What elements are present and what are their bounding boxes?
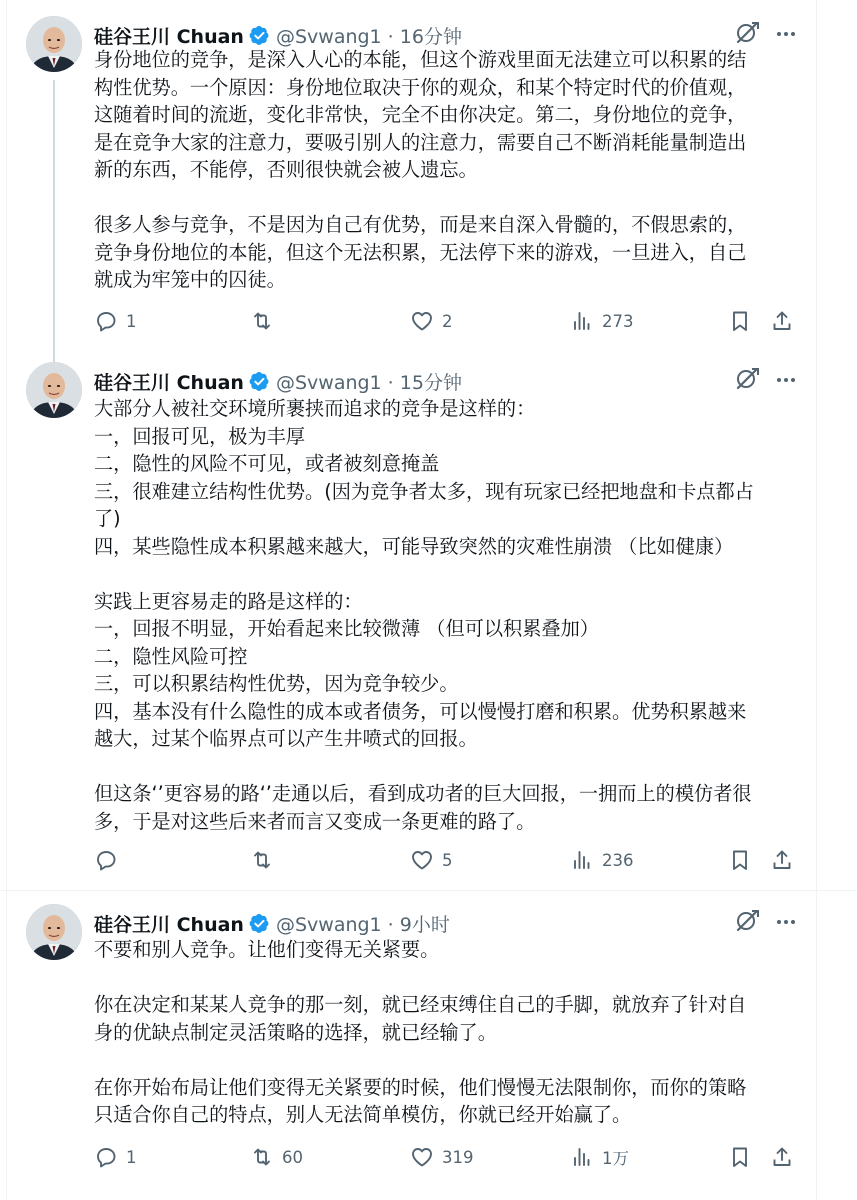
more-icon[interactable]	[772, 368, 800, 392]
bookmark-button[interactable]	[728, 845, 752, 875]
tweet-paragraph: 身份地位的竞争，是深入人心的本能，但这个游戏里面无法建立可以积累的结 构性优势。一个原因：身份地位取决于你的观众，和某个特定时代的价值观， 这随着时间的流逝，变化非常快，完全不由你决定。第二，身份地位的竞争， 是在竞争大家的注意力，要吸引别人的注意力，需要自己不断消耗能量制造出 新的东西，不能停，否则很快就会被人遗忘。	[94, 48, 747, 181]
retweet-button[interactable]	[250, 306, 282, 336]
bookmark-button[interactable]	[728, 1142, 752, 1172]
tweet-2[interactable]	[0, 362, 857, 882]
handle-and-time[interactable]: @Svwang1 · 16分钟	[275, 25, 462, 48]
tweet-text	[94, 395, 808, 835]
like-count: 5	[442, 850, 453, 870]
tweet-paragraph: 但这条‘’更容易的路‘’走通以后，看到成功者的巨大回报，一拥而上的模仿者很 多，于是对这些后来者而言又变成一条更难的路了。	[94, 782, 752, 833]
share-button[interactable]	[770, 1142, 794, 1172]
author-name[interactable]: 硅谷王川 Chuan	[94, 25, 244, 48]
reply-button[interactable]	[94, 1142, 137, 1172]
like-count: 319	[442, 1147, 474, 1167]
reply-icon	[94, 848, 118, 872]
grok-icon[interactable]	[734, 20, 760, 46]
handle-and-time[interactable]: @Svwang1 · 9小时	[275, 913, 450, 936]
action-bar	[94, 1142, 808, 1172]
like-icon	[410, 309, 434, 333]
tweet-1[interactable]	[0, 16, 857, 356]
tweet-header	[94, 906, 450, 940]
like-button[interactable]	[410, 306, 453, 336]
author-name[interactable]: 硅谷王川 Chuan	[94, 371, 244, 394]
like-icon	[410, 848, 434, 872]
verified-badge-icon	[249, 25, 270, 46]
retweet-icon	[250, 309, 274, 333]
grok-icon[interactable]	[734, 908, 760, 934]
grok-icon[interactable]	[734, 366, 760, 392]
avatar[interactable]	[26, 904, 82, 960]
retweet-icon	[250, 848, 274, 872]
reply-button[interactable]	[94, 306, 137, 336]
tweet-header	[94, 364, 462, 398]
handle-and-time[interactable]: @Svwang1 · 15分钟	[275, 371, 462, 394]
views-button[interactable]	[570, 1142, 629, 1172]
share-button[interactable]	[770, 306, 794, 336]
views-icon	[570, 309, 594, 333]
tweet-text	[94, 46, 808, 294]
tweet-paragraph: 实践上更容易走的路是这样的： 一，回报不明显，开始看起来比较微薄 （但可以积累叠加） 二，隐性风险可控 三，可以积累结构性优势，因为竞争较少。 四，基本没有什么隐性的成本或者债务，可以慢慢打磨和积累。优势积累越来 越大，过某个临界点可以产生井喷式的回报。	[94, 589, 747, 750]
bookmark-icon	[728, 309, 752, 333]
views-icon	[570, 1145, 594, 1169]
bookmark-button[interactable]	[728, 306, 752, 336]
avatar[interactable]	[26, 362, 82, 418]
tweet-paragraph: 不要和别人竞争。让他们变得无关紧要。	[94, 938, 440, 961]
share-icon	[770, 309, 794, 333]
reply-count: 1	[126, 1147, 137, 1167]
action-bar	[94, 845, 808, 875]
tweet-paragraph: 大部分人被社交环境所裹挟而追求的竞争是这样的： 一，回报可见，极为丰厚 二，隐性的风险不可见，或者被刻意掩盖 三，很难建立结构性优势。(因为竞争者太多，现有玩家已经把地盘和卡点都占 了) 四，某些隐性成本积累越来越大，可能导致突然的灾难性崩溃 （比如健康）	[94, 397, 754, 558]
tweet-paragraph: 在你开始布局让他们变得无关紧要的时候，他们慢慢无法限制你，而你的策略 只适合你自己的特点，别人无法简单模仿，你就已经开始赢了。	[94, 1075, 747, 1126]
views-count: 236	[602, 850, 634, 870]
like-count: 2	[442, 311, 453, 331]
retweet-count: 60	[282, 1147, 303, 1167]
views-icon	[570, 848, 594, 872]
bookmark-icon	[728, 1145, 752, 1169]
action-bar	[94, 306, 808, 336]
avatar[interactable]	[26, 16, 82, 72]
author-name[interactable]: 硅谷王川 Chuan	[94, 913, 244, 936]
tweet-paragraph: 你在决定和某某人竞争的那一刻，就已经束缚住自己的手脚，就放弃了针对自 身的优缺点制定灵活策略的选择，就已经输了。	[94, 993, 747, 1044]
verified-badge-icon	[249, 371, 270, 392]
views-button[interactable]	[570, 306, 634, 336]
share-icon	[770, 1145, 794, 1169]
tweet-divider	[0, 890, 857, 891]
retweet-button[interactable]	[250, 1142, 303, 1172]
share-button[interactable]	[770, 845, 794, 875]
more-icon[interactable]	[772, 910, 800, 934]
views-count: 273	[602, 311, 634, 331]
tweet-text	[94, 936, 808, 1129]
verified-badge-icon	[249, 913, 270, 934]
reply-icon	[94, 1145, 118, 1169]
reply-button[interactable]	[94, 845, 126, 875]
retweet-button[interactable]	[250, 845, 282, 875]
like-icon	[410, 1145, 434, 1169]
tweet-3[interactable]	[0, 904, 857, 1194]
reply-icon	[94, 309, 118, 333]
like-button[interactable]	[410, 845, 453, 875]
retweet-icon	[250, 1145, 274, 1169]
like-button[interactable]	[410, 1142, 474, 1172]
bookmark-icon	[728, 848, 752, 872]
reply-count: 1	[126, 311, 137, 331]
share-icon	[770, 848, 794, 872]
tweet-paragraph: 很多人参与竞争，不是因为自己有优势，而是来自深入骨髓的，不假思索的， 竞争身份地位的本能，但这个无法积累，无法停下来的游戏，一旦进入，自己 就成为牢笼中的囚徒。	[94, 213, 747, 291]
more-icon[interactable]	[772, 22, 800, 46]
views-button[interactable]	[570, 845, 634, 875]
views-count: 1万	[602, 1149, 629, 1168]
thread-connector-line	[53, 80, 55, 370]
